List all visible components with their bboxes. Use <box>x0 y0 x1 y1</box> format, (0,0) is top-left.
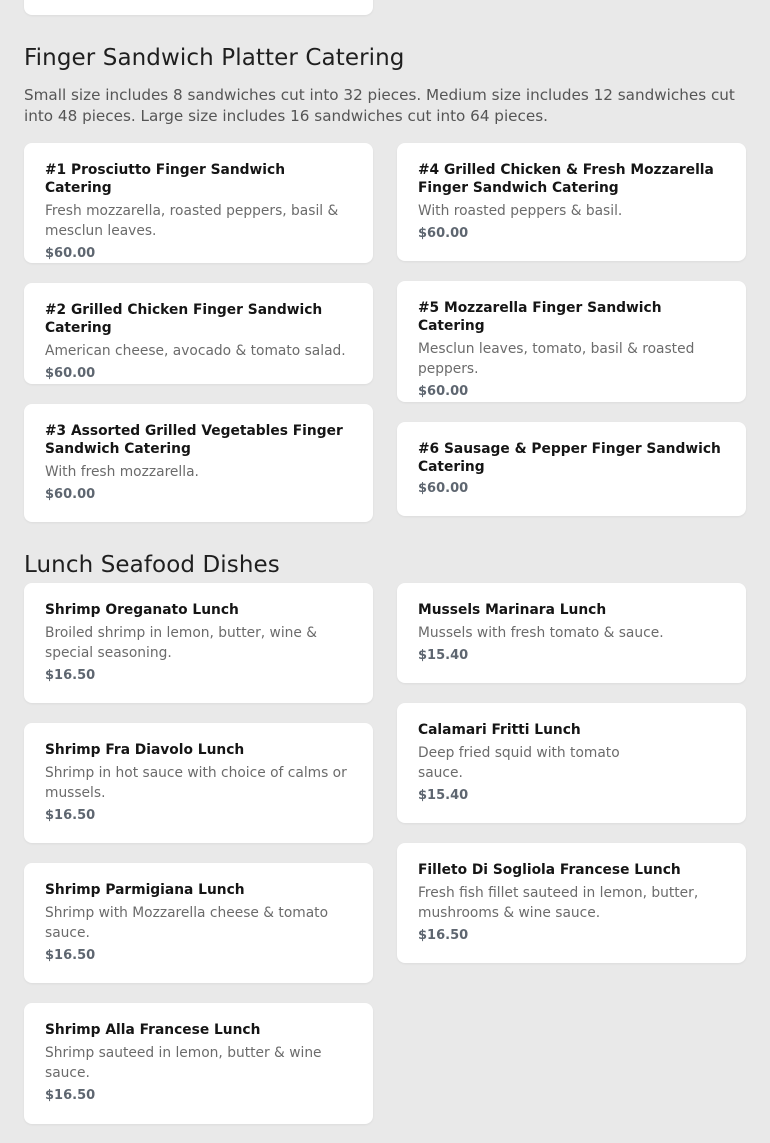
menu-item-description: Shrimp with Mozzarella cheese & tomato sauce. <box>45 905 329 941</box>
previous-menu-item-card[interactable] <box>24 0 373 15</box>
menu-item-price: $60.00 <box>418 384 469 399</box>
menu-item-name: #4 Grilled Chicken & Fresh Mozzarella Finger Sandwich Catering <box>418 162 714 196</box>
menu-item-price: $16.50 <box>45 948 96 963</box>
menu-item-card[interactable] <box>24 1003 373 1124</box>
menu-item-name: #1 Prosciutto Finger Sandwich Catering <box>45 162 286 196</box>
menu-item-card[interactable] <box>397 843 746 963</box>
menu-item-name: Shrimp Fra Diavolo Lunch <box>45 742 245 758</box>
menu-item-description: Mussels with fresh tomato & sauce. <box>418 625 664 641</box>
menu-item-description: With fresh mozzarella. <box>45 464 199 480</box>
menu-item-description: Fresh mozzarella, roasted peppers, basil & mesclun leaves. <box>45 203 339 239</box>
section-title: Lunch Seafood Dishes <box>24 552 280 578</box>
menu-column-right <box>397 583 746 983</box>
menu-item-name: #3 Assorted Grilled Vegetables Finger Sandwich Catering <box>45 423 343 457</box>
menu-item-price: $15.40 <box>418 788 469 803</box>
menu-item-price: $60.00 <box>45 366 96 381</box>
menu-item-card[interactable] <box>24 404 373 522</box>
menu-item-price: $60.00 <box>45 487 96 502</box>
menu-item-card[interactable] <box>24 283 373 384</box>
menu-item-name: #5 Mozzarella Finger Sandwich Catering <box>418 300 662 334</box>
menu-item-description: Shrimp in hot sauce with choice of calms or mussels. <box>45 765 347 801</box>
menu-section-finger-sandwich <box>24 43 754 127</box>
menu-item-name: Shrimp Alla Francese Lunch <box>45 1022 261 1038</box>
menu-item-price: $16.50 <box>45 668 96 683</box>
menu-item-price: $16.50 <box>418 928 469 943</box>
menu-item-description: With roasted peppers & basil. <box>418 203 623 219</box>
menu-item-name: Mussels Marinara Lunch <box>418 602 607 618</box>
menu-item-card[interactable] <box>397 281 746 402</box>
menu-item-description: Mesclun leaves, tomato, basil & roasted peppers. <box>418 341 695 377</box>
menu-column-left <box>24 143 373 542</box>
menu-item-card[interactable] <box>397 143 746 261</box>
menu-item-price: $60.00 <box>418 481 469 496</box>
menu-item-name: Filleto Di Sogliola Francese Lunch <box>418 862 681 878</box>
menu-item-card[interactable] <box>24 583 373 703</box>
menu-column-right <box>397 143 746 536</box>
menu-item-description: Deep fried squid with tomato sauce. <box>418 745 620 781</box>
menu-item-price: $60.00 <box>418 226 469 241</box>
menu-item-name: #6 Sausage & Pepper Finger Sandwich Catering <box>418 441 721 475</box>
menu-item-description: Fresh fish fillet sauteed in lemon, butter, mushrooms & wine sauce. <box>418 885 699 921</box>
menu-item-name: Calamari Fritti Lunch <box>418 722 581 738</box>
menu-column-left <box>24 583 373 1143</box>
menu-item-price: $16.50 <box>45 808 96 823</box>
menu-item-description: Shrimp sauteed in lemon, butter & wine sauce. <box>45 1045 322 1081</box>
menu-item-card[interactable] <box>397 583 746 683</box>
menu-item-name: #2 Grilled Chicken Finger Sandwich Catering <box>45 302 323 336</box>
menu-item-name: Shrimp Oreganato Lunch <box>45 602 239 618</box>
menu-item-price: $60.00 <box>45 246 96 261</box>
menu-item-price: $16.50 <box>45 1088 96 1103</box>
menu-item-card[interactable] <box>24 723 373 843</box>
section-description: Small size includes 8 sandwiches cut into 32 pieces. Medium size includes 12 sandwiches cut into 48 pieces. Large size includes 16 sandwiches cut into 64 pieces. <box>24 86 735 125</box>
menu-item-card[interactable] <box>397 422 746 516</box>
menu-item-card[interactable] <box>24 143 373 263</box>
menu-item-card[interactable] <box>397 703 746 823</box>
menu-item-description: American cheese, avocado & tomato salad. <box>45 343 346 359</box>
menu-section-lunch-seafood <box>24 550 754 580</box>
section-title: Finger Sandwich Platter Catering <box>24 45 405 71</box>
menu-item-description: Broiled shrimp in lemon, butter, wine & special seasoning. <box>45 625 318 661</box>
menu-item-card[interactable] <box>24 863 373 983</box>
menu-item-price: $15.40 <box>418 648 469 663</box>
menu-item-name: Shrimp Parmigiana Lunch <box>45 882 245 898</box>
